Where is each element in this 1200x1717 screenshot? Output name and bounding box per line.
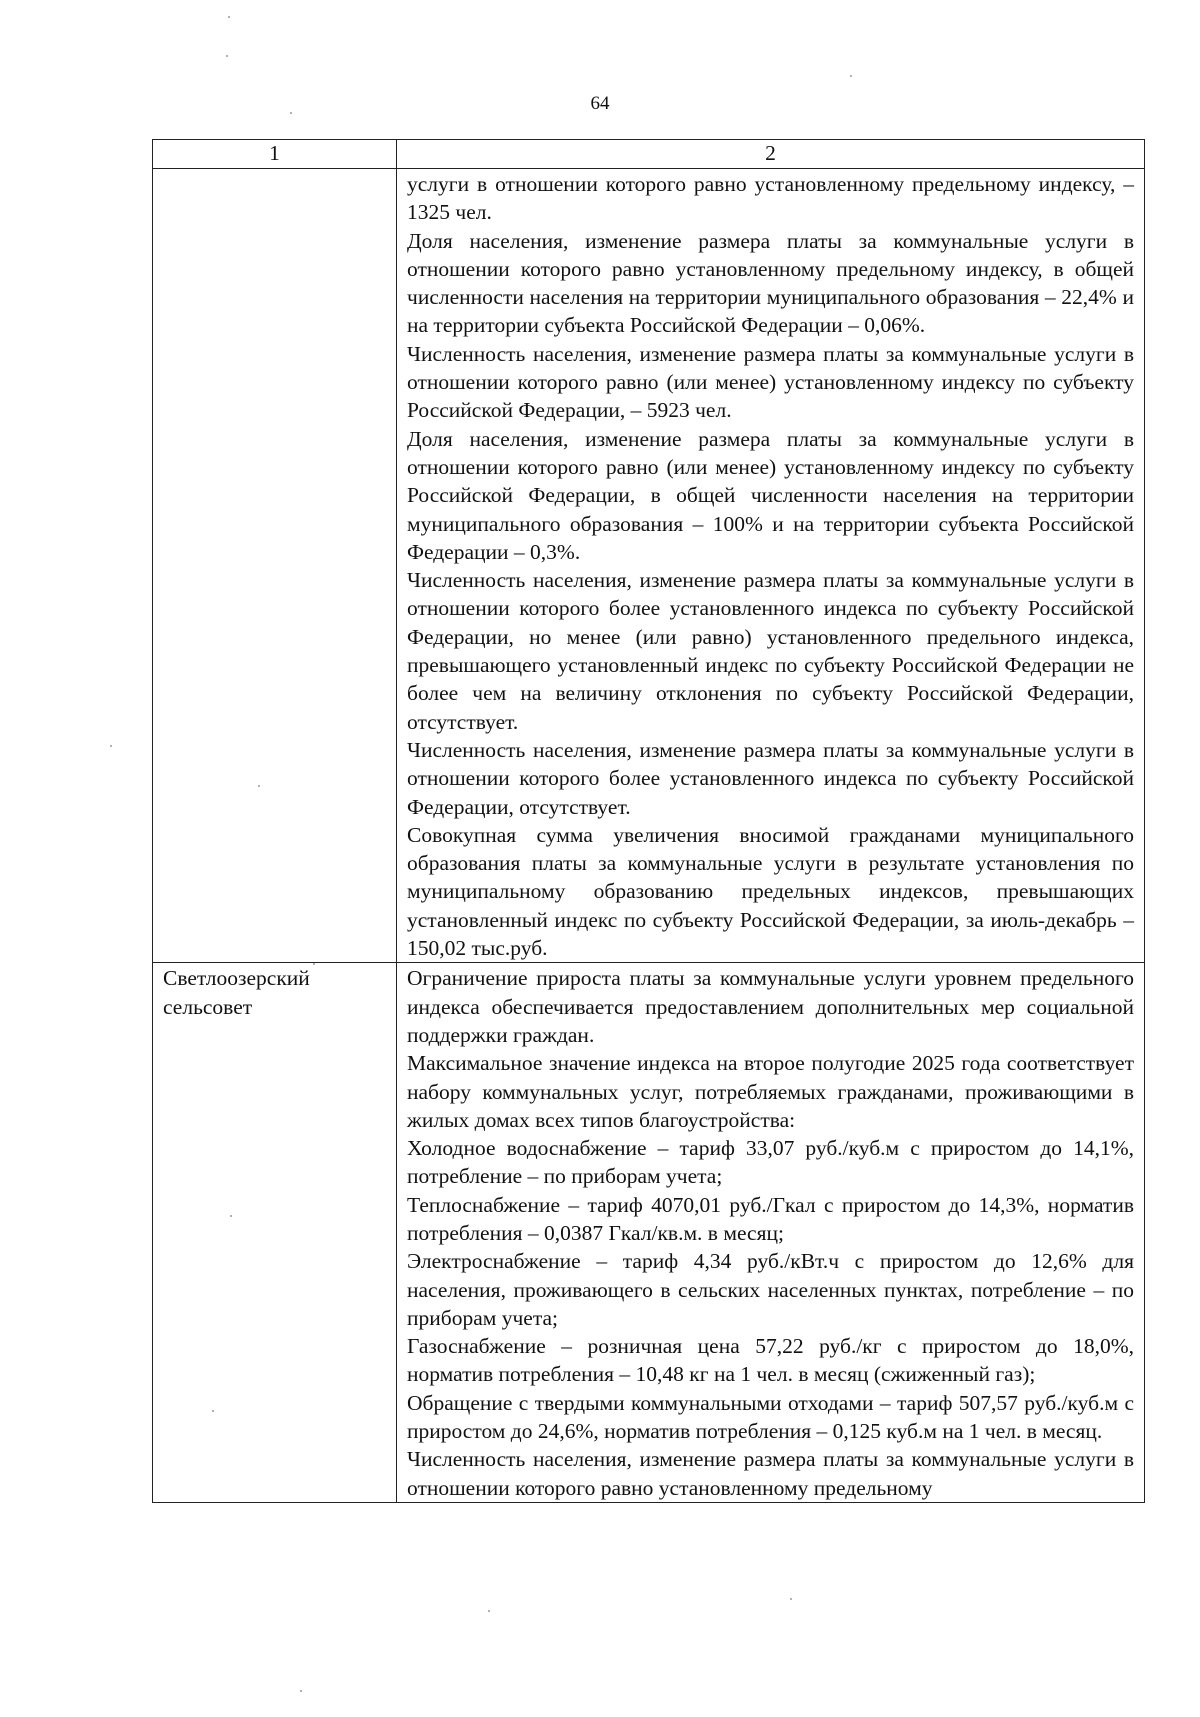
column-header-1: 1 xyxy=(153,140,397,169)
table-header-row xyxy=(153,140,1145,169)
paragraph: Газоснабжение – розничная цена 57,22 руб./кг с приростом до 18,0%, норматив потребления – 10,48 кг на 1 чел. в месяц (сжиженный газ); xyxy=(407,1334,1134,1387)
paragraph: Максимальное значение индекса на второе полугодие 2025 года соответствует набору коммунальных услуг, потребляемых гражданами, проживающими в жилых домах всех типов благоустройства: xyxy=(407,1051,1134,1132)
scan-speck xyxy=(230,1215,232,1217)
scan-speck xyxy=(488,1610,490,1612)
municipality-cell xyxy=(153,963,397,1503)
scan-speck xyxy=(110,745,112,747)
scan-speck xyxy=(212,1410,214,1412)
page-number: 64 xyxy=(590,93,610,114)
paragraph: Численность населения, изменение размера платы за коммунальные услуги в отношении которого равно (или менее) установленному индексу по субъекту Российской Федерации, – 5923 чел. xyxy=(407,341,1134,423)
paragraph: Совокупная сумма увеличения вносимой гражданами муниципального образования платы за коммунальные услуги в результате установления по муниципальному образованию предельных индексов, превышающих установленный индекс по субъекту Российской Федерации, за июль-декабрь – 150,02 тыс.руб. xyxy=(407,822,1134,961)
scan-speck xyxy=(258,785,260,787)
scan-speck xyxy=(850,75,852,77)
data-table xyxy=(152,139,1145,1503)
paragraph: Холодное водоснабжение – тариф 33,07 руб./куб.м с приростом до 14,1%, потребление – по приборам учета; xyxy=(407,1136,1134,1189)
scan-speck xyxy=(228,16,230,18)
column-header-2: 2 xyxy=(397,140,1145,169)
scan-speck xyxy=(313,963,315,965)
paragraph: Ограничение прироста платы за коммунальные услуги уровнем предельного индекса обеспечивается предоставлением дополнительных мер социальной поддержки граждан. xyxy=(407,966,1134,1047)
municipality-name: Светлоозерский сельсовет xyxy=(163,966,310,1019)
paragraph: Численность населения, изменение размера платы за коммунальные услуги в отношении которого более установленного индекса по субъекту Российской Федерации, но менее (или равно) установленного предельного индекса, превышающего установленный индекс по субъекту Российской Федерации не более чем на величину отклонения по субъекту Российской Федерации, отсутствует. xyxy=(407,568,1134,734)
municipality-cell xyxy=(153,169,397,963)
paragraph: Обращение с твердыми коммунальными отходами – тариф 507,57 руб./куб.м с приростом до 24,6%, норматив потребления – 0,125 куб.м на 1 чел. в месяц. xyxy=(407,1390,1134,1444)
paragraph: Численность населения, изменение размера платы за коммунальные услуги в отношении которого равно установленному предельному xyxy=(407,1447,1134,1500)
scan-speck xyxy=(290,112,292,114)
paragraph: услуги в отношении которого равно установленному предельному индексу, – 1325 чел. xyxy=(407,172,1134,225)
description-cell xyxy=(397,963,1145,1503)
scan-speck xyxy=(226,55,228,57)
paragraph: Доля населения, изменение размера платы за коммунальные услуги в отношении которого равно (или менее) установленному индексу по субъекту Российской Федерации, в общей численности населения на территории муниципального образования – 100% и на территории субъекта Российской Федерации – 0,3%. xyxy=(407,426,1134,564)
paragraph: Теплоснабжение – тариф 4070,01 руб./Гкал с приростом до 14,3%, норматив потребления – 0,0387 Гкал/кв.м. в месяц; xyxy=(407,1192,1134,1245)
table-row xyxy=(153,963,1145,1503)
scan-speck xyxy=(300,1690,302,1692)
description-cell xyxy=(397,169,1145,963)
scan-speck xyxy=(790,1598,792,1600)
paragraph: Электроснабжение – тариф 4,34 руб./кВт.ч с приростом до 12,6% для населения, проживающего в сельских населенных пунктах, потребление – по приборам учета; xyxy=(407,1249,1134,1330)
table-row xyxy=(153,169,1145,963)
paragraph: Доля населения, изменение размера платы за коммунальные услуги в отношении которого равно установленному предельному индексу, в общей численности населения на территории муниципального образования – 22,4% и на территории субъекта Российской Федерации – 0,06%. xyxy=(407,228,1134,338)
paragraph: Численность населения, изменение размера платы за коммунальные услуги в отношении которого более установленного индекса по субъекту Российской Федерации, отсутствует. xyxy=(407,737,1134,819)
